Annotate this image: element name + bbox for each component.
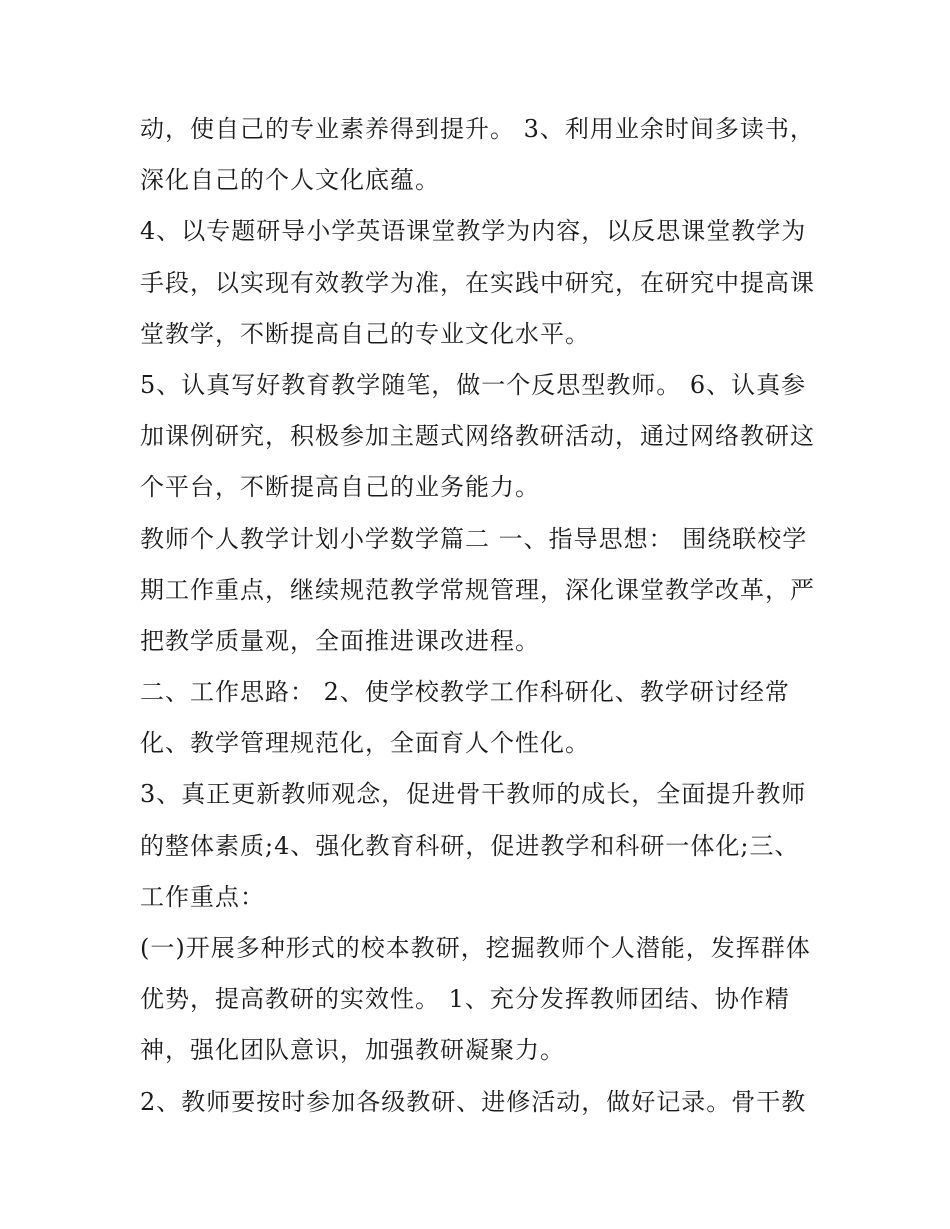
text-line: 堂教学，不断提高自己的专业文化水平。 xyxy=(140,319,590,348)
text-line: 手段，以实现有效教学为准，在实践中研究，在研究中提高课 xyxy=(140,268,815,297)
text-line: 加课例研究，积极参加主题式网络教研活动，通过网络教研这 xyxy=(140,422,815,451)
text-line: 动，使自己的专业素养得到提升。 3、利用业余时间多读书， xyxy=(140,115,815,143)
text-line: 优势，提高教研的实效性。 1、充分发挥教师团结、协作精 xyxy=(140,985,790,1014)
document-body xyxy=(140,104,820,1128)
text-line: 5、认真写好教育教学随笔，做一个反思型教师。 6、认真参 xyxy=(140,370,807,399)
text-line: 二、工作思路： 2、使学校教学工作科研化、教学研讨经常 xyxy=(140,678,790,707)
text-line: 教师个人教学计划小学数学篇二 一、指导思想： 围绕联校学 xyxy=(140,524,808,553)
text-line: 4、以专题研导小学英语课堂教学为内容，以反思课堂教学为 xyxy=(140,217,807,246)
text-line: 个平台，不断提高自己的业务能力。 xyxy=(140,473,540,502)
text-line: 把教学质量观，全面推进课改进程。 xyxy=(140,626,540,655)
text-line: 工作重点： xyxy=(140,882,265,911)
text-line: 神，强化团队意识，加强教研凝聚力。 xyxy=(140,1036,565,1065)
text-line: 期工作重点，继续规范教学常规管理，深化课堂教学改革，严 xyxy=(140,575,815,604)
text-line: 2、教师要按时参加各级教研、进修活动，做好记录。骨干教 xyxy=(140,1087,807,1116)
text-line: 化、教学管理规范化，全面育人个性化。 xyxy=(140,729,590,758)
text-line: 的整体素质;4、强化教育科研，促进教学和科研一体化;三、 xyxy=(140,831,800,860)
text-line: (一)开展多种形式的校本教研，挖掘教师个人潜能，发挥群体 xyxy=(140,934,811,962)
text-line: 深化自己的个人文化底蕴。 xyxy=(140,166,440,195)
text-line: 3、真正更新教师观念，促进骨干教师的成长，全面提升教师 xyxy=(140,780,807,809)
